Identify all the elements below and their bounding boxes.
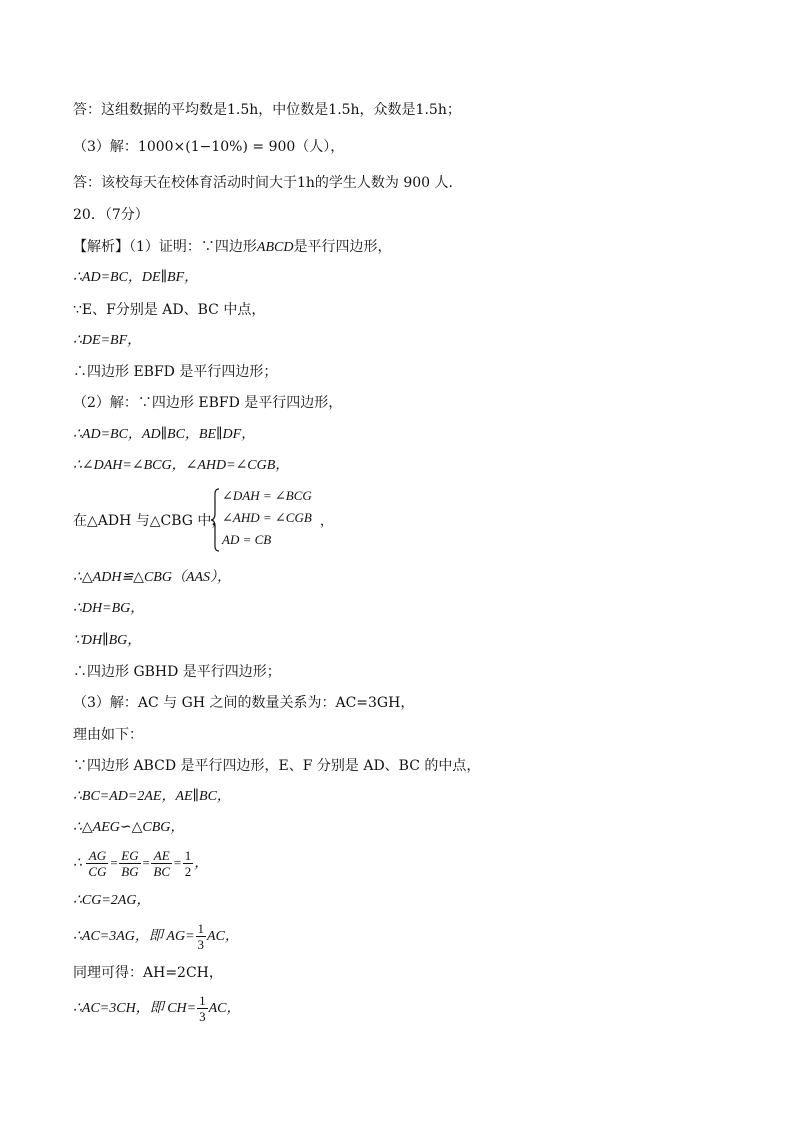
analysis-line-1 <box>73 237 391 258</box>
reason-heading: 理由如下： <box>73 727 143 743</box>
ratio-fraction-1 <box>86 848 108 879</box>
ratio-fraction-3-den: BC <box>153 864 171 880</box>
proof-line-de-bf: ∴DE=BF， <box>73 333 142 348</box>
ch-third-fraction <box>197 993 208 1024</box>
congruence-conclusion: ∴△ADH≌△CBG（AAS）， <box>73 570 232 585</box>
ratio-eq-2: = <box>141 855 151 870</box>
proof-line-ebfd: ∴四边形 EBFD 是平行四边形； <box>73 364 278 380</box>
dh-bg-parallel: ∵DH∥BG， <box>73 633 142 648</box>
ag-third-ac-post: AC， <box>207 929 239 944</box>
ag-third-fraction-den: 3 <box>197 937 205 953</box>
ag-third-ac-pre: ∴AC=3AG，即 AG= <box>73 929 195 944</box>
ratio-fraction-3 <box>151 848 172 879</box>
ch-third-ac <box>73 992 240 1026</box>
gbhd-parallelogram: ∴四边形 GBHD 是平行四边形； <box>73 664 281 680</box>
analysis-line-1-var: ABCD <box>256 240 294 255</box>
ratio-lead: ∴ <box>73 856 82 871</box>
answer-line-3: 答：该校每天在校体育活动时间大于1h的学生人数为 900 人． <box>73 175 463 191</box>
system-tail: ， <box>320 514 334 529</box>
system-row-3: AD = CB <box>222 532 272 547</box>
ratio-tail: ， <box>194 856 209 871</box>
ratio-eq-3: = <box>173 855 182 870</box>
cg-2ag: ∴CG=2AG， <box>73 893 151 908</box>
part3-line-3: ∴BC=AD=2AE，AE∥BC， <box>73 789 231 804</box>
ch-third-ac-pre: ∴AC=3CH，即 CH= <box>73 1001 197 1016</box>
analysis-line-1-pre: 【解析】（1）证明：∵四边形 <box>73 239 257 255</box>
ah-2ch: 同理可得：AH=2CH， <box>73 965 223 981</box>
system-row-1: ∠DAH = ∠BCG <box>222 488 312 503</box>
ratio-fraction-1-num: AG <box>86 848 108 864</box>
ratio-fraction-1-den: CG <box>88 864 107 880</box>
part3-line-1: （3）解：AC 与 GH 之间的数量关系为：AC=3GH， <box>73 695 415 711</box>
ag-third-fraction-num: 1 <box>197 921 205 937</box>
answer-line-2: （3）解：1000×(1−10%) = 900（人）， <box>73 139 345 155</box>
ratio-fraction-2-num: EG <box>121 848 139 864</box>
proof-line-ad-bc: ∴AD=BC，DE∥BF， <box>73 270 199 285</box>
equation-system <box>210 488 360 552</box>
answer-line-1: 答：这组数据的平均数是1.5h，中位数是1.5h，众数是1.5h； <box>73 102 461 118</box>
proof-line-midpoints: ∵E、F分别是 AD、BC 中点， <box>73 302 266 318</box>
analysis-line-1-post: 是平行四边形， <box>293 239 392 255</box>
ratio-eq-1: = <box>109 855 119 870</box>
ratio-fraction-2-den: BG <box>121 864 139 880</box>
question-number: 20．（7分） <box>73 207 149 223</box>
congruence-lead: 在△ADH 与△CBG 中， <box>73 513 226 529</box>
ratio-fraction-3-num: AE <box>151 848 172 864</box>
part3-line-2: ∵四边形 ABCD 是平行四边形，E、F 分别是 AD、BC 的中点， <box>73 758 481 774</box>
dh-bg-equal: ∴DH=BG， <box>73 601 145 616</box>
ratio-fraction-4-den: 2 <box>184 864 192 880</box>
ratio-line <box>73 846 208 881</box>
part2-line-1: （2）解：∵四边形 EBFD 是平行四边形， <box>73 395 343 411</box>
ratio-fraction-4 <box>183 848 194 879</box>
similar-triangles: ∴△AEG∽△CBG， <box>73 820 185 835</box>
ch-third-ac-post: AC， <box>208 1001 241 1016</box>
part2-line-2: ∴AD=BC，AD∥BC，BE∥DF， <box>73 427 256 442</box>
ratio-fraction-2 <box>119 848 140 879</box>
ratio-fraction-4-num: 1 <box>184 848 192 864</box>
ch-third-fraction-num: 1 <box>199 993 206 1009</box>
left-brace-icon <box>210 488 220 552</box>
ag-third-ac <box>73 920 239 954</box>
system-row-2: ∠AHD = ∠CGB <box>222 510 312 525</box>
part2-line-3: ∴∠DAH=∠BCG，∠AHD=∠CGB， <box>73 458 290 473</box>
ag-third-fraction <box>196 921 207 952</box>
ch-third-fraction-den: 3 <box>199 1009 206 1025</box>
